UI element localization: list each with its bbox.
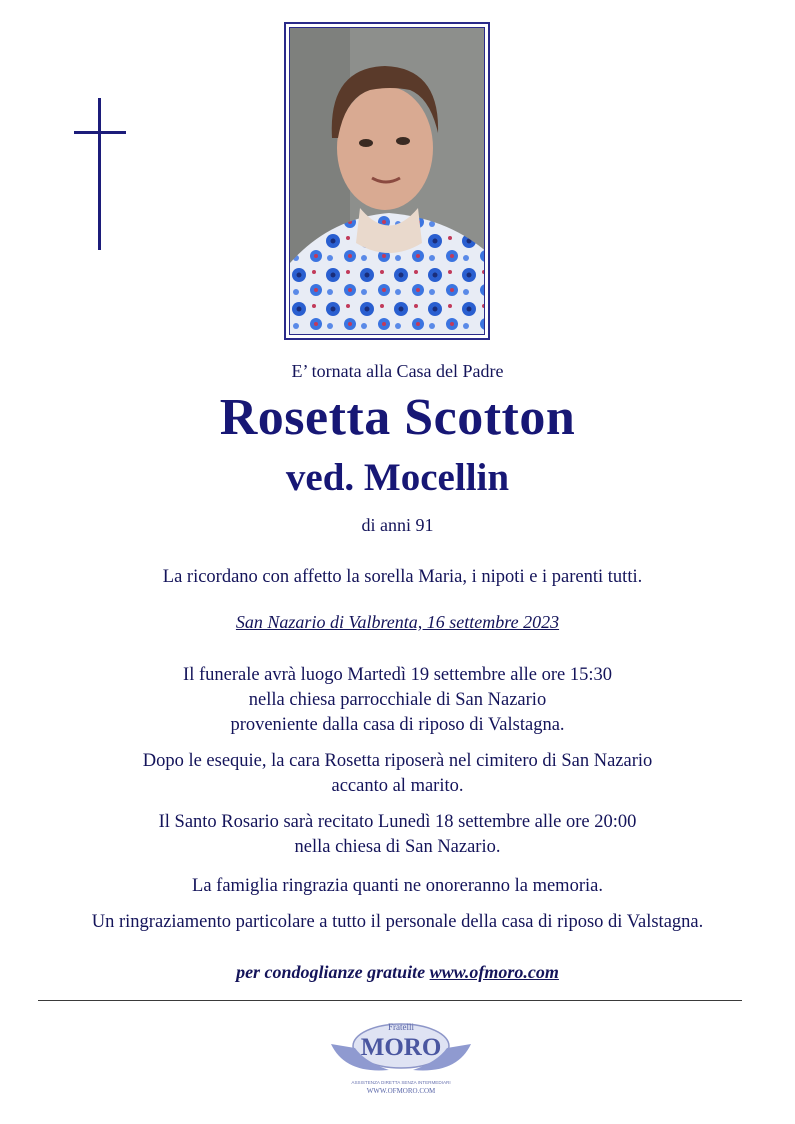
condolences-link[interactable]: www.ofmoro.com — [429, 962, 559, 982]
burial-line-1: Dopo le esequie, la cara Rosetta riposerà nel cimitero di San Nazario — [142, 751, 653, 771]
rosary-line-2: nella chiesa di San Nazario. — [294, 837, 501, 857]
funeral-line-3: proveniente dalla casa di riposo di Valstagna. — [230, 715, 565, 735]
deceased-name: Rosetta Scotton — [219, 389, 576, 446]
thanks-line-2: Un ringraziamento particolare a tutto il personale della casa di riposo di Valstagna. — [91, 912, 704, 932]
condolences-text: per condoglianze gratuite — [236, 962, 426, 982]
thanks-line-1: La famiglia ringrazia quanti ne onoreranno la memoria. — [192, 876, 603, 896]
logo-brand: MORO — [360, 1034, 442, 1061]
logo-url: WWW.OFMORO.COM — [366, 1087, 436, 1095]
condolences-line — [0, 962, 795, 983]
age: di anni 91 — [361, 515, 434, 535]
burial-line-2: accanto al marito. — [331, 776, 464, 796]
logo-tagline: ASSISTENZA DIRETTA SENZA INTERMEDIARI — [351, 1080, 451, 1085]
intro-text: E’ tornata alla Casa del Padre — [291, 361, 504, 381]
mourners-text: La ricordano con affetto la sorella Maria, i nipoti e i parenti tutti. — [162, 567, 643, 587]
place-date: San Nazario di Valbrenta, 16 settembre 2023 — [235, 612, 560, 632]
cross-icon — [74, 98, 126, 250]
portrait-photo — [284, 22, 490, 340]
logo-top-text: Fratelli — [388, 1022, 414, 1032]
divider — [38, 1000, 742, 1001]
fratelli-moro-logo — [325, 1016, 477, 1096]
rosary-line-1: Il Santo Rosario sarà recitato Lunedì 18 settembre alle ore 20:00 — [158, 812, 637, 832]
funeral-line-2: nella chiesa parrocchiale di San Nazario — [248, 690, 547, 710]
funeral-line-1: Il funerale avrà luogo Martedì 19 settembre alle ore 15:30 — [183, 665, 612, 685]
widow-of: ved. Mocellin — [285, 456, 510, 499]
